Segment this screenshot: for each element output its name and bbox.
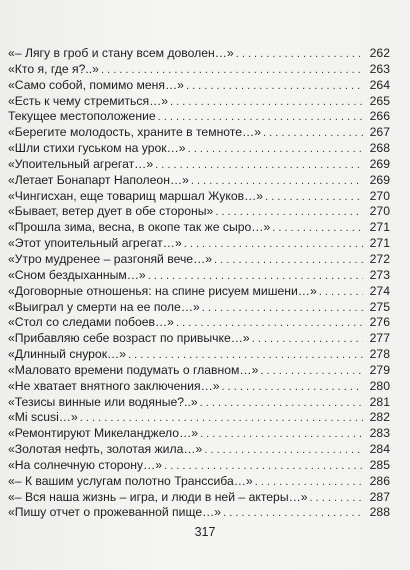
toc-entry <box>8 141 390 157</box>
dot-leader <box>310 491 363 507</box>
toc-entry <box>8 505 390 521</box>
toc-entry-page: 267 <box>369 125 390 140</box>
toc-entry-page: 262 <box>369 46 390 60</box>
toc-entry-page: 263 <box>369 61 390 76</box>
toc-entry-title: «Этот упоительный агрегат…» <box>8 236 182 251</box>
toc-entry-page: 278 <box>369 347 390 362</box>
toc-entry-title: «Пишу отчет о прожеванной пище…» <box>8 505 222 520</box>
dot-leader <box>155 158 363 174</box>
toc-entry-title: «На солнечную сторону…» <box>8 457 163 472</box>
toc-entry <box>8 125 390 141</box>
toc-entry <box>8 78 390 94</box>
toc-entry-page: 283 <box>369 426 390 441</box>
toc-entry-page: 287 <box>369 489 390 504</box>
toc-entry-page: 268 <box>369 141 390 156</box>
dot-leader <box>158 110 363 126</box>
toc-entry-title: «Упоительный агрегат…» <box>8 156 154 171</box>
dot-leader <box>255 475 363 491</box>
toc-entry-title: «Стол со следами побоев…» <box>8 315 174 330</box>
toc-entry-page: 280 <box>369 378 390 393</box>
toc-entry <box>8 474 390 490</box>
toc-entry-title: «Кто я, где я?..» <box>8 61 99 76</box>
toc-entry <box>8 426 390 442</box>
toc-entry-page: 277 <box>369 331 390 346</box>
toc-entry <box>8 284 390 300</box>
toc-entry <box>8 442 390 458</box>
dot-leader <box>260 364 363 380</box>
toc-entry-page: 265 <box>369 93 390 108</box>
toc-entry <box>8 94 390 110</box>
toc-entry <box>8 268 390 284</box>
page-number: 317 <box>194 525 216 539</box>
table-of-contents <box>8 46 390 521</box>
toc-entry-page: 269 <box>369 156 390 171</box>
toc-entry-page: 275 <box>369 299 390 314</box>
dot-leader <box>319 285 363 301</box>
toc-entry-title: «Ремонтируют Микеланджело…» <box>8 426 199 441</box>
toc-entry-title: «Mi scusi…» <box>8 410 78 425</box>
dot-leader <box>188 142 363 158</box>
toc-entry-page: 285 <box>369 457 390 472</box>
toc-entry <box>8 157 390 173</box>
toc-entry-page: 274 <box>369 283 390 298</box>
toc-entry-title: «Прошла зима, весна, в окопе так же сыро…» <box>8 220 271 235</box>
toc-entry-title: «Прибавляю себе возраст по привычке…» <box>8 331 250 346</box>
toc-entry-title: «Длинный снурок…» <box>8 347 127 362</box>
dot-leader <box>263 126 363 142</box>
toc-entry <box>8 252 390 268</box>
toc-entry-page: 270 <box>369 188 390 203</box>
toc-entry <box>8 410 390 426</box>
toc-entry-page: 288 <box>369 505 390 520</box>
toc-entry-page: 269 <box>369 172 390 187</box>
toc-entry-page: 272 <box>369 251 390 266</box>
dot-leader <box>200 427 363 443</box>
toc-entry-title: «– Лягу в гроб и стану всем доволен…» <box>8 46 234 60</box>
dot-leader <box>236 47 363 63</box>
dot-leader <box>214 253 363 269</box>
toc-entry <box>8 395 390 411</box>
toc-entry-title: «Есть к чему стремиться…» <box>8 93 169 108</box>
dot-leader <box>164 459 363 475</box>
dot-leader <box>128 348 363 364</box>
toc-entry-title: «Тезисы винные или водяные?..» <box>8 394 198 409</box>
toc-entry-title: «Чингисхан, еще товарищ маршал Жуков…» <box>8 188 264 203</box>
dot-leader <box>170 95 363 111</box>
dot-leader <box>204 443 363 459</box>
dot-leader <box>80 411 363 427</box>
dot-leader <box>265 190 363 206</box>
dot-leader <box>215 205 363 221</box>
toc-entry <box>8 109 390 125</box>
toc-entry-page: 271 <box>369 236 390 251</box>
dot-leader <box>200 396 363 412</box>
toc-entry-title: «Берегите молодость, храните в темноте…» <box>8 125 261 140</box>
toc-entry <box>8 363 390 379</box>
toc-entry <box>8 347 390 363</box>
toc-entry-title: «Само собой, помимо меня…» <box>8 77 184 92</box>
dot-leader <box>272 221 363 237</box>
toc-entry <box>8 331 390 347</box>
toc-entry-title: «Золотая нефть, золотая жила…» <box>8 442 203 457</box>
toc-entry-title: «– Вся наша жизнь – игра, и люди в ней – актеры…» <box>8 489 308 504</box>
dot-leader <box>202 301 363 317</box>
toc-entry-page: 266 <box>369 109 390 124</box>
toc-entry-title: «Выиграл у смерти на ее поле…» <box>8 299 200 314</box>
toc-entry-page: 281 <box>369 394 390 409</box>
dot-leader <box>176 316 363 332</box>
toc-entry-title: «Не хватает внятного заключения…» <box>8 378 220 393</box>
toc-entry-title: «Бывает, ветер дует в обе стороны» <box>8 204 214 219</box>
toc-entry-page: 270 <box>369 204 390 219</box>
toc-entry <box>8 490 390 506</box>
dot-leader <box>223 506 363 522</box>
toc-entry-title: «Шли стихи гуськом на урок…» <box>8 141 186 156</box>
toc-entry <box>8 236 390 252</box>
dot-leader <box>252 332 363 348</box>
toc-entry-title: «Маловато времени подумать о главном…» <box>8 362 259 377</box>
toc-entry <box>8 204 390 220</box>
toc-entry-title: «Летает Бонапарт Наполеон…» <box>8 172 189 187</box>
toc-entry-page: 273 <box>369 267 390 282</box>
dot-leader <box>191 174 363 190</box>
toc-entry <box>8 189 390 205</box>
toc-entry-title: «Утро мудренее – разгоняй вече…» <box>8 251 213 266</box>
toc-entry-page: 271 <box>369 220 390 235</box>
toc-entry <box>8 300 390 316</box>
toc-entry-title: Текущее местоположение <box>8 109 156 124</box>
dot-leader <box>222 380 363 396</box>
toc-entry-title: «Договорные отношенья: на спине рисуем мишени…» <box>8 283 317 298</box>
toc-entry-page: 284 <box>369 442 390 457</box>
toc-entry <box>8 220 390 236</box>
toc-entry-page: 264 <box>369 77 390 92</box>
dot-leader <box>186 79 363 95</box>
toc-entry <box>8 379 390 395</box>
dot-leader <box>101 63 363 79</box>
toc-entry-page: 276 <box>369 315 390 330</box>
dot-leader <box>148 269 363 285</box>
toc-entry-page: 286 <box>369 473 390 488</box>
dot-leader <box>184 237 363 253</box>
toc-entry <box>8 46 390 62</box>
toc-entry <box>8 62 390 78</box>
toc-entry-page: 282 <box>369 410 390 425</box>
toc-entry-title: «Сном бездыханным…» <box>8 267 146 282</box>
toc-entry <box>8 315 390 331</box>
toc-entry <box>8 458 390 474</box>
toc-entry-page: 279 <box>369 362 390 377</box>
toc-entry-title: «– К вашим услугам полотно Транссиба…» <box>8 473 253 488</box>
toc-entry <box>8 173 390 189</box>
